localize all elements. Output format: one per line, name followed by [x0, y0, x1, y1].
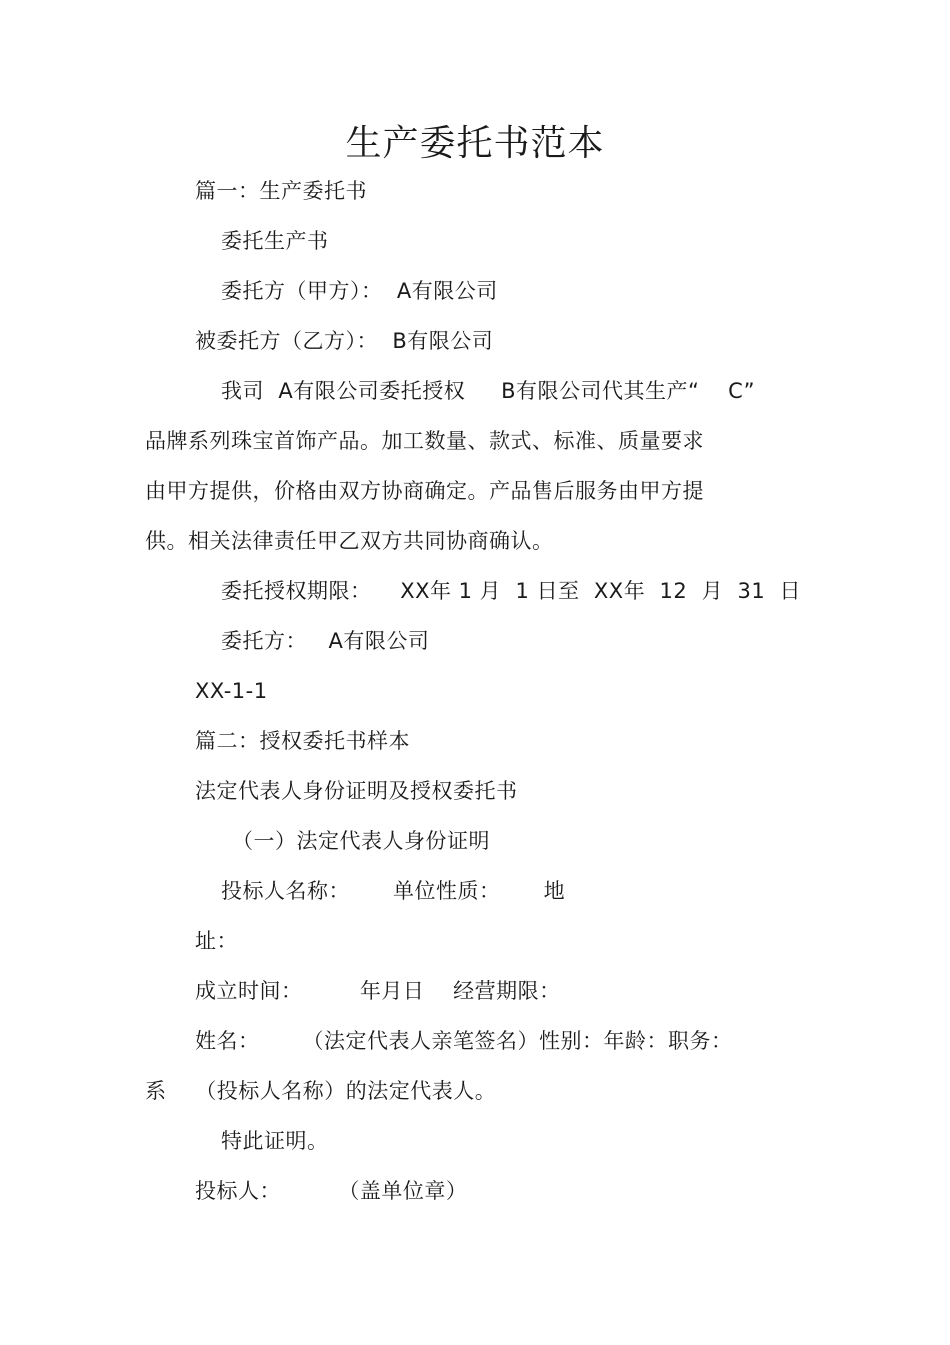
form-line: 系 （投标人名称）的法定代表人。 — [145, 1079, 497, 1103]
principal-line: 委托方： A有限公司 — [221, 629, 430, 653]
section-heading-1: 篇一：生产委托书 — [195, 179, 367, 203]
doc-subtitle: 委托生产书 — [221, 229, 329, 253]
form-line: 址： — [195, 929, 238, 953]
form-line: 姓名： （法定代表人亲笔签名）性别：年龄：职务： — [195, 1029, 733, 1053]
paragraph-line: 品牌系列珠宝首饰产品。加工数量、款式、标准、质量要求 — [145, 429, 704, 453]
date-line: XX-1-1 — [195, 679, 268, 703]
party-b-line: 被委托方（乙方）： B有限公司 — [195, 329, 494, 353]
term-line: 委托授权期限： XX年 1 月 1 日至 XX年 12 月 31 日 — [221, 579, 802, 603]
signature-line: 投标人： （盖单位章） — [195, 1179, 468, 1203]
doc-subtitle: 法定代表人身份证明及授权委托书 — [195, 779, 518, 803]
party-a-line: 委托方（甲方）： A有限公司 — [221, 279, 498, 303]
certification-line: 特此证明。 — [221, 1129, 329, 1153]
form-line: 投标人名称： 单位性质： 地 — [221, 879, 566, 903]
paragraph-line: 由甲方提供，价格由双方协商确定。产品售后服务由甲方提 — [145, 479, 704, 503]
item-heading: （一）法定代表人身份证明 — [232, 829, 490, 853]
document-title: 生产委托书范本 — [345, 123, 605, 164]
paragraph-line: 供。相关法律责任甲乙双方共同协商确认。 — [145, 529, 554, 553]
section-heading-2: 篇二：授权委托书样本 — [195, 729, 410, 753]
paragraph-line: 我司 A有限公司委托授权 B有限公司代其生产“ C” — [221, 379, 756, 403]
form-line: 成立时间： 年月日 经营期限： — [195, 979, 561, 1003]
